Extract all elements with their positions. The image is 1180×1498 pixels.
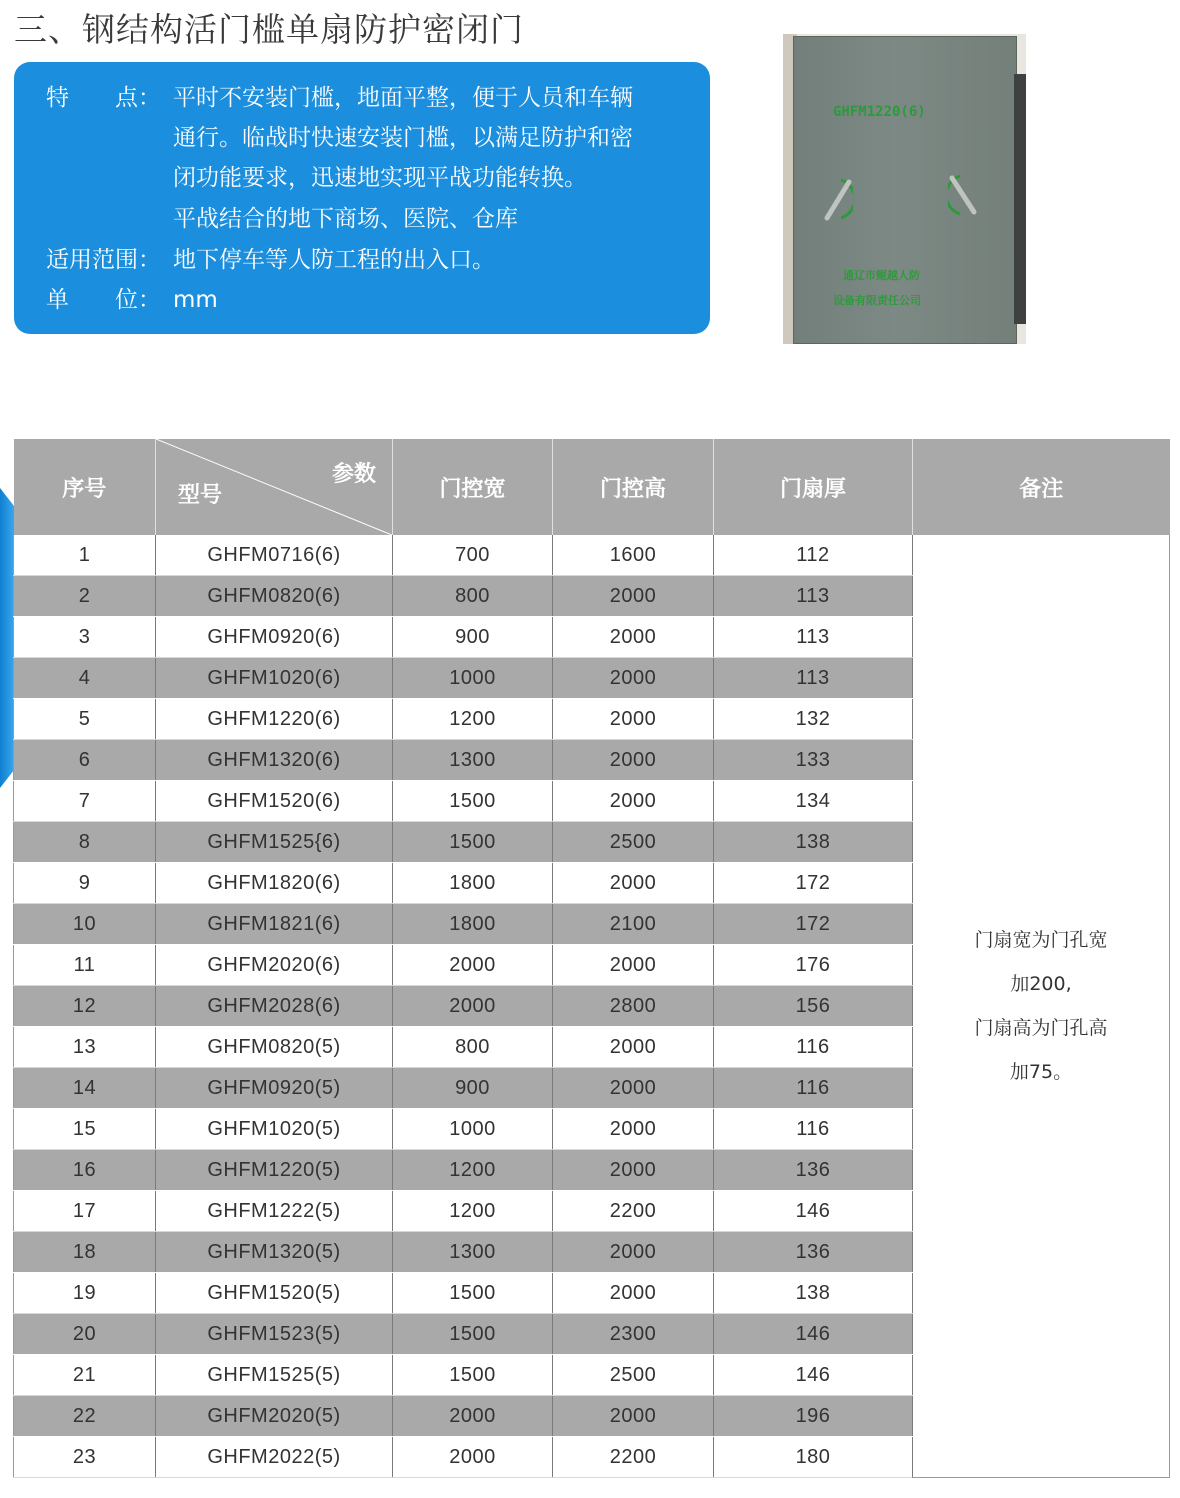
header-width: 门控宽 bbox=[393, 439, 553, 535]
side-accent-bar bbox=[0, 488, 14, 788]
cell-seq: 15 bbox=[14, 1109, 156, 1150]
cell-width: 800 bbox=[393, 576, 553, 617]
cell-height: 2000 bbox=[553, 945, 714, 986]
table-row bbox=[14, 535, 1170, 576]
cell-thickness: 113 bbox=[714, 576, 913, 617]
cell-height: 2300 bbox=[553, 1314, 714, 1355]
cell-model: GHFM1525{6) bbox=[156, 822, 393, 863]
cell-model: GHFM1821(6) bbox=[156, 904, 393, 945]
feature-line-2: 通行。临战时快速安装门槛，以满足防护和密 bbox=[173, 125, 633, 151]
door-frame bbox=[1014, 74, 1026, 324]
cell-height: 2000 bbox=[553, 1273, 714, 1314]
cell-model: GHFM0716(6) bbox=[156, 535, 393, 576]
page-title: 三、钢结构活门槛单扇防护密闭门 bbox=[14, 10, 524, 49]
cell-thickness: 138 bbox=[714, 822, 913, 863]
cell-thickness: 136 bbox=[714, 1150, 913, 1191]
unit-row bbox=[46, 280, 218, 320]
cell-model: GHFM2020(5) bbox=[156, 1396, 393, 1437]
cell-height: 2000 bbox=[553, 1068, 714, 1109]
cell-seq: 6 bbox=[14, 740, 156, 781]
maker-line-2: 设备有限责任公司 bbox=[833, 294, 921, 307]
cell-model: GHFM2020(6) bbox=[156, 945, 393, 986]
cell-thickness: 172 bbox=[714, 904, 913, 945]
cell-model: GHFM1520(6) bbox=[156, 781, 393, 822]
cell-thickness: 113 bbox=[714, 658, 913, 699]
cell-thickness: 112 bbox=[714, 535, 913, 576]
cell-height: 2000 bbox=[553, 740, 714, 781]
cell-height: 2000 bbox=[553, 658, 714, 699]
cell-model: GHFM1820(6) bbox=[156, 863, 393, 904]
cell-model: GHFM0920(6) bbox=[156, 617, 393, 658]
unit-label: 单 位： bbox=[46, 287, 161, 313]
cell-seq: 18 bbox=[14, 1232, 156, 1273]
cell-width: 1200 bbox=[393, 1150, 553, 1191]
remarks-cell bbox=[913, 535, 1170, 1478]
cell-width: 800 bbox=[393, 1027, 553, 1068]
cell-thickness: 156 bbox=[714, 986, 913, 1027]
cell-width: 900 bbox=[393, 617, 553, 658]
cell-width: 1200 bbox=[393, 1191, 553, 1232]
cell-model: GHFM1525(5) bbox=[156, 1355, 393, 1396]
remark-line: 加75。 bbox=[1009, 1061, 1073, 1083]
table-header-row bbox=[14, 439, 1170, 535]
header-thickness: 门扇厚 bbox=[714, 439, 913, 535]
cell-model: GHFM0820(6) bbox=[156, 576, 393, 617]
cell-thickness: 172 bbox=[714, 863, 913, 904]
cell-width: 700 bbox=[393, 535, 553, 576]
cell-thickness: 146 bbox=[714, 1191, 913, 1232]
cell-thickness: 116 bbox=[714, 1027, 913, 1068]
spec-table bbox=[13, 439, 1170, 1478]
cell-width: 1000 bbox=[393, 658, 553, 699]
cell-width: 1500 bbox=[393, 781, 553, 822]
feature-row bbox=[46, 78, 633, 118]
cell-seq: 9 bbox=[14, 863, 156, 904]
cell-width: 1300 bbox=[393, 740, 553, 781]
cell-width: 2000 bbox=[393, 986, 553, 1027]
cell-thickness: 132 bbox=[714, 699, 913, 740]
cell-height: 2000 bbox=[553, 863, 714, 904]
cell-height: 1600 bbox=[553, 535, 714, 576]
unit-text: mm bbox=[173, 287, 218, 313]
cell-width: 1800 bbox=[393, 863, 553, 904]
cell-seq: 5 bbox=[14, 699, 156, 740]
cell-thickness: 113 bbox=[714, 617, 913, 658]
header-param: 参数 bbox=[331, 462, 376, 487]
cell-seq: 1 bbox=[14, 535, 156, 576]
cell-seq: 14 bbox=[14, 1068, 156, 1109]
cell-seq: 16 bbox=[14, 1150, 156, 1191]
header-model-param bbox=[156, 439, 393, 535]
door-model-label: GHFM1220(6) bbox=[833, 104, 926, 120]
cell-height: 2000 bbox=[553, 1150, 714, 1191]
cell-seq: 23 bbox=[14, 1437, 156, 1478]
cell-width: 1000 bbox=[393, 1109, 553, 1150]
maker-line-1: 通辽市鲲越人防 bbox=[843, 269, 920, 282]
cell-height: 2000 bbox=[553, 1396, 714, 1437]
scope-label: 适用范围： bbox=[46, 247, 161, 273]
cell-width: 1300 bbox=[393, 1232, 553, 1273]
cell-width: 1800 bbox=[393, 904, 553, 945]
cell-height: 2000 bbox=[553, 1109, 714, 1150]
cell-seq: 11 bbox=[14, 945, 156, 986]
cell-width: 1200 bbox=[393, 699, 553, 740]
cell-thickness: 134 bbox=[714, 781, 913, 822]
feature-label: 特 点： bbox=[46, 85, 161, 111]
door-photo bbox=[783, 34, 1026, 344]
cell-width: 1500 bbox=[393, 1273, 553, 1314]
feature-line-4: 平战结合的地下商场、医院、仓库 bbox=[173, 206, 518, 232]
cell-height: 2000 bbox=[553, 1232, 714, 1273]
feature-info-panel bbox=[14, 62, 710, 334]
cell-width: 2000 bbox=[393, 1437, 553, 1478]
cell-thickness: 196 bbox=[714, 1396, 913, 1437]
cell-height: 2800 bbox=[553, 986, 714, 1027]
remark-line: 门扇宽为门孔宽 bbox=[974, 929, 1108, 951]
cell-model: GHFM2022(5) bbox=[156, 1437, 393, 1478]
cell-seq: 21 bbox=[14, 1355, 156, 1396]
cell-thickness: 146 bbox=[714, 1314, 913, 1355]
cell-seq: 22 bbox=[14, 1396, 156, 1437]
cell-height: 2000 bbox=[553, 576, 714, 617]
cell-model: GHFM1020(5) bbox=[156, 1109, 393, 1150]
cell-height: 2200 bbox=[553, 1437, 714, 1478]
cell-model: GHFM1523(5) bbox=[156, 1314, 393, 1355]
cell-width: 1500 bbox=[393, 822, 553, 863]
cell-thickness: 138 bbox=[714, 1273, 913, 1314]
feature-line-1: 平时不安装门槛，地面平整，便于人员和车辆 bbox=[173, 85, 633, 111]
cell-model: GHFM1220(5) bbox=[156, 1150, 393, 1191]
cell-seq: 10 bbox=[14, 904, 156, 945]
cell-model: GHFM1220(6) bbox=[156, 699, 393, 740]
header-height: 门控高 bbox=[553, 439, 714, 535]
cell-model: GHFM1020(6) bbox=[156, 658, 393, 699]
cell-thickness: 180 bbox=[714, 1437, 913, 1478]
cell-seq: 3 bbox=[14, 617, 156, 658]
remark-line: 加200, bbox=[1010, 973, 1072, 995]
cell-model: GHFM1320(5) bbox=[156, 1232, 393, 1273]
cell-seq: 13 bbox=[14, 1027, 156, 1068]
cell-thickness: 116 bbox=[714, 1109, 913, 1150]
header-model: 型号 bbox=[178, 483, 223, 508]
header-seq: 序号 bbox=[14, 439, 156, 535]
cell-model: GHFM0920(5) bbox=[156, 1068, 393, 1109]
header-note: 备注 bbox=[913, 439, 1170, 535]
cell-thickness: 136 bbox=[714, 1232, 913, 1273]
scope-row bbox=[46, 240, 495, 280]
cell-height: 2500 bbox=[553, 1355, 714, 1396]
cell-width: 1500 bbox=[393, 1314, 553, 1355]
cell-width: 2000 bbox=[393, 945, 553, 986]
cell-width: 1500 bbox=[393, 1355, 553, 1396]
cell-height: 2000 bbox=[553, 781, 714, 822]
cell-height: 2100 bbox=[553, 904, 714, 945]
left-handle-icon bbox=[819, 174, 853, 224]
feature-line-3: 闭功能要求，迅速地实现平战功能转换。 bbox=[173, 165, 587, 191]
cell-height: 2000 bbox=[553, 699, 714, 740]
scope-text: 地下停车等人防工程的出入口。 bbox=[173, 247, 495, 273]
cell-model: GHFM1520(5) bbox=[156, 1273, 393, 1314]
cell-model: GHFM2028(6) bbox=[156, 986, 393, 1027]
cell-height: 2500 bbox=[553, 822, 714, 863]
cell-seq: 4 bbox=[14, 658, 156, 699]
cell-model: GHFM1222(5) bbox=[156, 1191, 393, 1232]
cell-width: 900 bbox=[393, 1068, 553, 1109]
cell-height: 2000 bbox=[553, 1027, 714, 1068]
cell-seq: 19 bbox=[14, 1273, 156, 1314]
cell-seq: 12 bbox=[14, 986, 156, 1027]
cell-thickness: 146 bbox=[714, 1355, 913, 1396]
cell-width: 2000 bbox=[393, 1396, 553, 1437]
cell-thickness: 116 bbox=[714, 1068, 913, 1109]
cell-thickness: 133 bbox=[714, 740, 913, 781]
cell-seq: 20 bbox=[14, 1314, 156, 1355]
right-handle-icon bbox=[948, 170, 982, 220]
cell-height: 2000 bbox=[553, 617, 714, 658]
cell-seq: 7 bbox=[14, 781, 156, 822]
remark-line: 门扇高为门孔高 bbox=[974, 1017, 1108, 1039]
cell-height: 2200 bbox=[553, 1191, 714, 1232]
cell-model: GHFM0820(5) bbox=[156, 1027, 393, 1068]
cell-seq: 8 bbox=[14, 822, 156, 863]
cell-seq: 2 bbox=[14, 576, 156, 617]
cell-thickness: 176 bbox=[714, 945, 913, 986]
cell-seq: 17 bbox=[14, 1191, 156, 1232]
cell-model: GHFM1320(6) bbox=[156, 740, 393, 781]
